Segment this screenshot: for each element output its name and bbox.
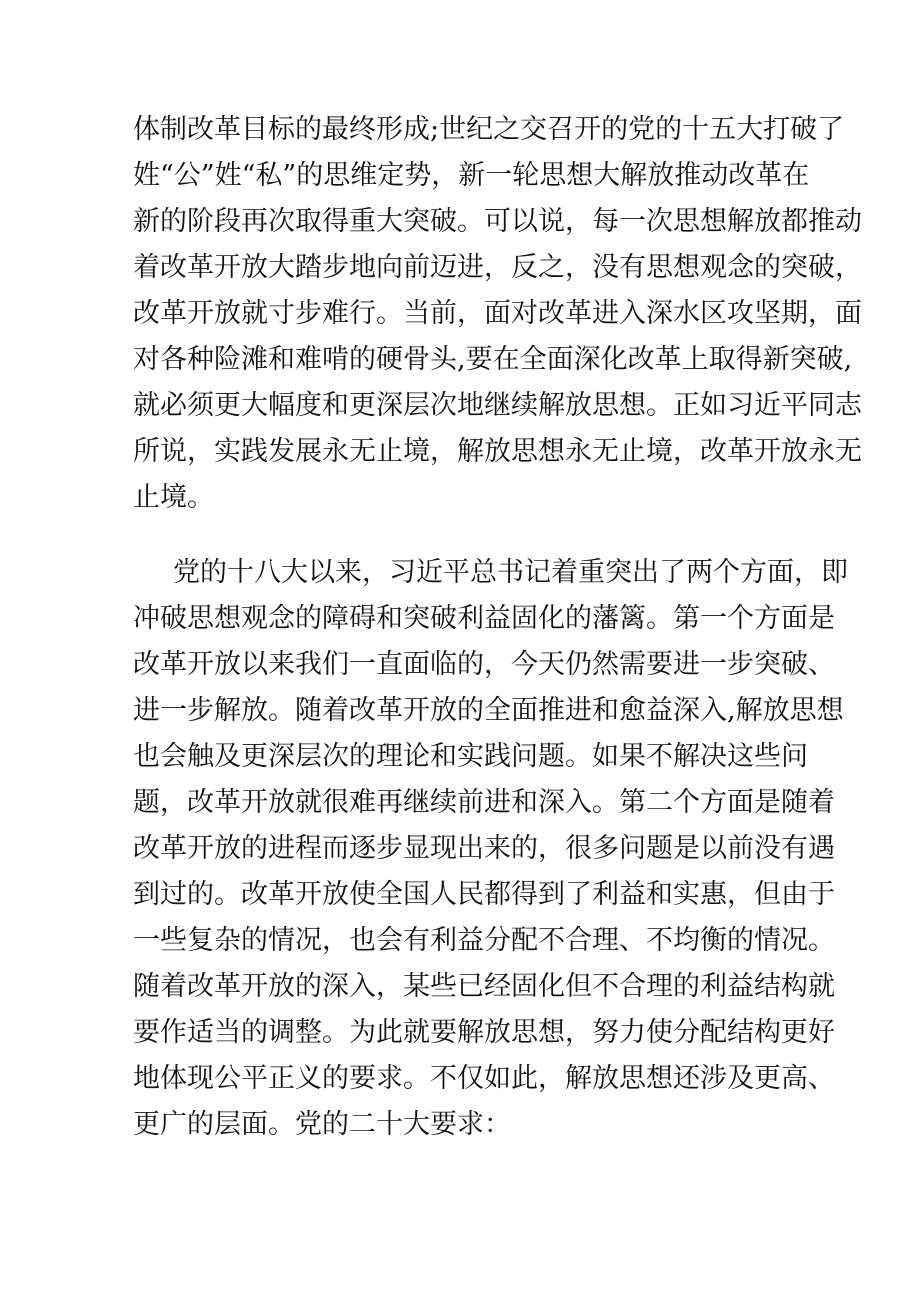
text-line: 止境。 — [133, 482, 214, 513]
text-line: 更广的层面。党的二十大要求： — [133, 1109, 511, 1140]
text-line: 改革开放就寸步难行。当前，面对改革进入深水区攻坚期，面 — [133, 298, 862, 329]
text-line: 改革开放以来我们一直面临的，今天仍然需要进一步突破、 — [133, 649, 835, 680]
text-line: 要作适当的调整。为此就要解放思想，努力使分配结构更好 — [133, 1017, 835, 1048]
text-line: 对各种险滩和难啃的硬骨头,要在全面深化改革上取得新突破, — [133, 344, 853, 375]
text-line: 姓“公”姓“私”的思维定势，新一轮思想大解放推动改革在 — [133, 160, 810, 191]
text-line: 也会触及更深层次的理论和实践问题。如果不解决这些问 — [133, 741, 808, 772]
text-line: 进一步解放。随着改革开放的全面推进和愈益深入,解放思想 — [133, 695, 844, 726]
text-line: 冲破思想观念的障碍和突破利益固化的藩篱。第一个方面是 — [133, 603, 835, 634]
text-line: 党的十八大以来，习近平总书记着重突出了两个方面，即 — [173, 557, 848, 588]
text-line: 新的阶段再次取得重大突破。可以说，每一次思想解放都推动 — [133, 206, 862, 237]
text-line: 改革开放的进程而逐步显现出来的，很多问题是以前没有遇 — [133, 833, 835, 864]
text-line: 一些复杂的情况，也会有利益分配不合理、不均衡的情况。 — [133, 925, 835, 956]
text-line: 地体现公平正义的要求。不仅如此，解放思想还涉及更高、 — [133, 1063, 835, 1094]
text-line: 体制改革目标的最终形成;世纪之交召开的党的十五大打破了 — [133, 114, 845, 145]
text-line: 着改革开放大踏步地向前迈进，反之，没有思想观念的突破， — [133, 252, 862, 283]
text-line: 题，改革开放就很难再继续前进和深入。第二个方面是随着 — [133, 787, 835, 818]
text-line: 随着改革开放的深入，某些已经固化但不合理的利益结构就 — [133, 971, 835, 1002]
text-line: 就必须更大幅度和更深层次地继续解放思想。正如习近平同志 — [133, 390, 862, 421]
text-line: 所说，实践发展永无止境，解放思想永无止境，改革开放永无 — [133, 436, 862, 467]
text-line: 到过的。改革开放使全国人民都得到了利益和实惠，但由于 — [133, 879, 835, 910]
